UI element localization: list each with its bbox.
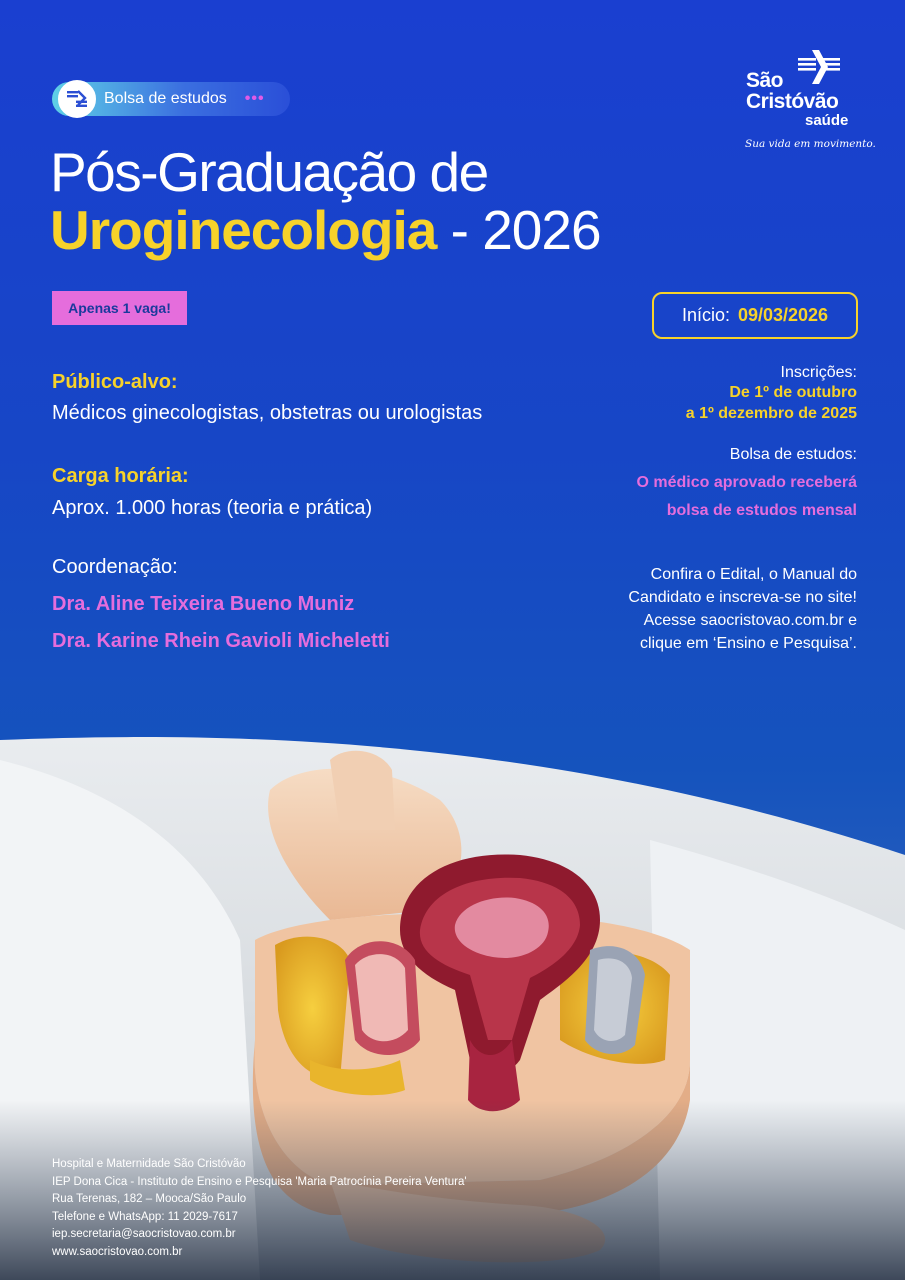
- footer-email[interactable]: iep.secretaria@saocristovao.com.br: [52, 1228, 236, 1241]
- registration-dates-line1: De 1º de outubro: [729, 384, 857, 401]
- scholarship-badge: [52, 82, 290, 116]
- badge-label: Bolsa de estudos: [104, 90, 227, 107]
- info-text-line: clique em ‘Ensino e Pesquisa’.: [639, 635, 857, 652]
- workload-heading: Carga horária:: [52, 465, 189, 487]
- footer-line: IEP Dona Cica - Instituto de Ensino e Pesquisa 'Maria Patrocínia Pereira Ventura': [52, 1175, 467, 1188]
- footer-contact: [52, 1156, 467, 1262]
- title-highlight: Uroginecologia: [50, 199, 437, 261]
- footer-website[interactable]: www.saocristovao.com.br: [52, 1245, 183, 1258]
- registration-label: Inscrições:: [780, 364, 857, 381]
- start-date-box: [652, 292, 858, 339]
- start-date-value: 09/03/2026: [737, 305, 829, 325]
- target-audience-heading: Público-alvo:: [52, 371, 178, 393]
- logo-tagline: Sua vida em movimento.: [745, 138, 876, 150]
- info-text-line: Confira o Edital, o Manual do: [650, 566, 857, 583]
- sao-cristovao-mark-icon: [58, 80, 96, 118]
- scholarship-text-line2: bolsa de estudos mensal: [666, 502, 857, 519]
- scholarship-text-line1: O médico aprovado receberá: [636, 474, 857, 491]
- vacancy-tag: Apenas 1 vaga!: [52, 291, 187, 325]
- registration-dates-line2: a 1º dezembro de 2025: [685, 405, 857, 422]
- coordination-heading: Coordenação:: [52, 556, 178, 578]
- badge-dots: •••: [244, 90, 265, 107]
- scholarship-label: Bolsa de estudos:: [729, 446, 857, 463]
- footer-line: Telefone e WhatsApp: 11 2029-7617: [52, 1210, 238, 1223]
- info-text-line: Candidato e inscreva-se no site!: [628, 589, 857, 606]
- logo-name: São Cristóvão: [746, 69, 839, 113]
- logo-sub: saúde: [805, 112, 849, 129]
- target-audience-text: Médicos ginecologistas, obstetras ou urologistas: [52, 402, 483, 424]
- start-date-label: Início:: [681, 305, 730, 325]
- footer-line: Rua Terenas, 182 – Mooca/São Paulo: [52, 1193, 247, 1206]
- info-text-line: Acesse saocristovao.com.br e: [643, 612, 857, 629]
- coordinator-name: Dra. Aline Teixeira Bueno Muniz: [52, 593, 355, 615]
- page-title-line2: [50, 198, 601, 262]
- title-year: - 2026: [436, 199, 601, 261]
- coordinator-name: Dra. Karine Rhein Gavioli Micheletti: [52, 630, 390, 652]
- footer-line: Hospital e Maternidade São Cristóvão: [52, 1158, 246, 1170]
- workload-text: Aprox. 1.000 horas (teoria e prática): [52, 497, 373, 519]
- sao-cristovao-logo: [742, 48, 876, 158]
- page-title-line1: Pós-Graduação de: [50, 141, 488, 203]
